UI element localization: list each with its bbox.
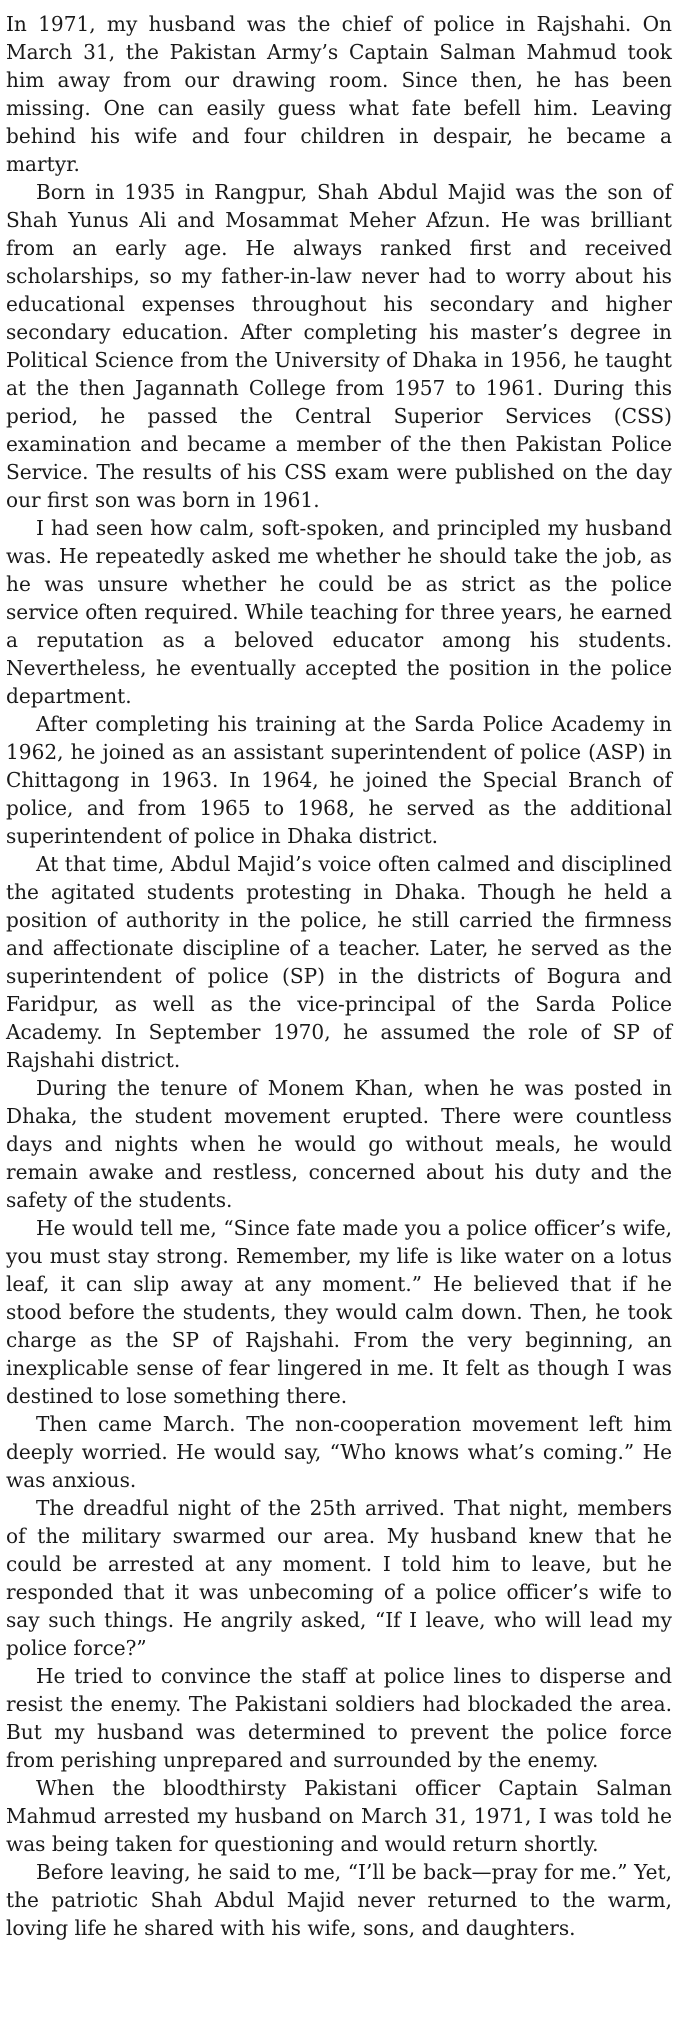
article-paragraph: After completing his training at the Sarda Police Academy in 1962, he joined as an assistant superintendent of police (ASP) in Chittagong in 1963. In 1964, he joined the Special Branch of police, and from 1965 to 1968, he served as the additional superintendent of police in Dhaka district. — [6, 712, 672, 848]
article-paragraph: The dreadful night of the 25th arrived. That night, members of the military swarmed our area. My husband knew that he could be arrested at any moment. I told him to leave, but he responded that it was unbecoming of a police officer’s wife to say such things. He angrily asked, “If I leave, who will lead my police force?” — [6, 1496, 672, 1660]
article-paragraph: I had seen how calm, soft-spoken, and principled my husband was. He repeatedly asked me whether he should take the job, as he was unsure whether he could be as strict as the police service often required. While teaching for three years, he earned a reputation as a beloved educator among his students. Nevertheless, he eventually accepted the position in the police department. — [6, 516, 672, 708]
article-paragraph: Before leaving, he said to me, “I’ll be back—pray for me.” Yet, the patriotic Shah Abdul Majid never returned to the warm, loving life he shared with his wife, sons, and daughters. — [6, 1860, 672, 1940]
article-paragraph: At that time, Abdul Majid’s voice often calmed and disciplined the agitated students protesting in Dhaka. Though he held a position of authority in the police, he still carried the firmness and affectionate discipline of a teacher. Later, he served as the superintendent of police (SP) in the districts of Bogura and Faridpur, as well as the vice-principal of the Sarda Police Academy. In September 1970, he assumed the role of SP of Rajshahi district. — [6, 852, 672, 1072]
article-paragraph: Born in 1935 in Rangpur, Shah Abdul Majid was the son of Shah Yunus Ali and Mosammat Meher Afzun. He was brilliant from an early age. He always ranked first and received scholarships, so my father-in-law never had to worry about his educational expenses throughout his secondary and higher secondary education. After completing his master’s degree in Political Science from the University of Dhaka in 1956, he taught at the then Jagannath College from 1957 to 1961. During this period, he passed the Central Superior Services (CSS) examination and became a member of the then Pakistan Police Service. The results of his CSS exam were published on the day our first son was born in 1961. — [6, 180, 672, 512]
article-paragraph: He would tell me, “Since fate made you a police officer’s wife, you must stay strong. Remember, my life is like water on a lotus leaf, it can slip away at any moment.” He believed that if he stood before the students, they would calm down. Then, he took charge as the SP of Rajshahi. From the very beginning, an inexplicable sense of fear lingered in me. It felt as though I was destined to lose something there. — [6, 1216, 672, 1408]
article-paragraph: In 1971, my husband was the chief of police in Rajshahi. On March 31, the Pakistan Army’s Captain Salman Mahmud took him away from our drawing room. Since then, he has been missing. One can easily guess what fate befell him. Leaving behind his wife and four children in despair, he became a martyr. — [6, 12, 672, 176]
article-paragraph: He tried to convince the staff at police lines to disperse and resist the enemy. The Pakistani soldiers had blockaded the area. But my husband was determined to prevent the police force from perishing unprepared and surrounded by the enemy. — [6, 1664, 672, 1772]
article-paragraph: Then came March. The non-cooperation movement left him deeply worried. He would say, “Who knows what’s coming.” He was anxious. — [6, 1412, 672, 1492]
article-paragraph: When the bloodthirsty Pakistani officer Captain Salman Mahmud arrested my husband on March 31, 1971, I was told he was being taken for questioning and would return shortly. — [6, 1776, 672, 1856]
article-paragraph: During the tenure of Monem Khan, when he was posted in Dhaka, the student movement erupted. There were countless days and nights when he would go without meals, he would remain awake and restless, concerned about his duty and the safety of the students. — [6, 1076, 672, 1212]
